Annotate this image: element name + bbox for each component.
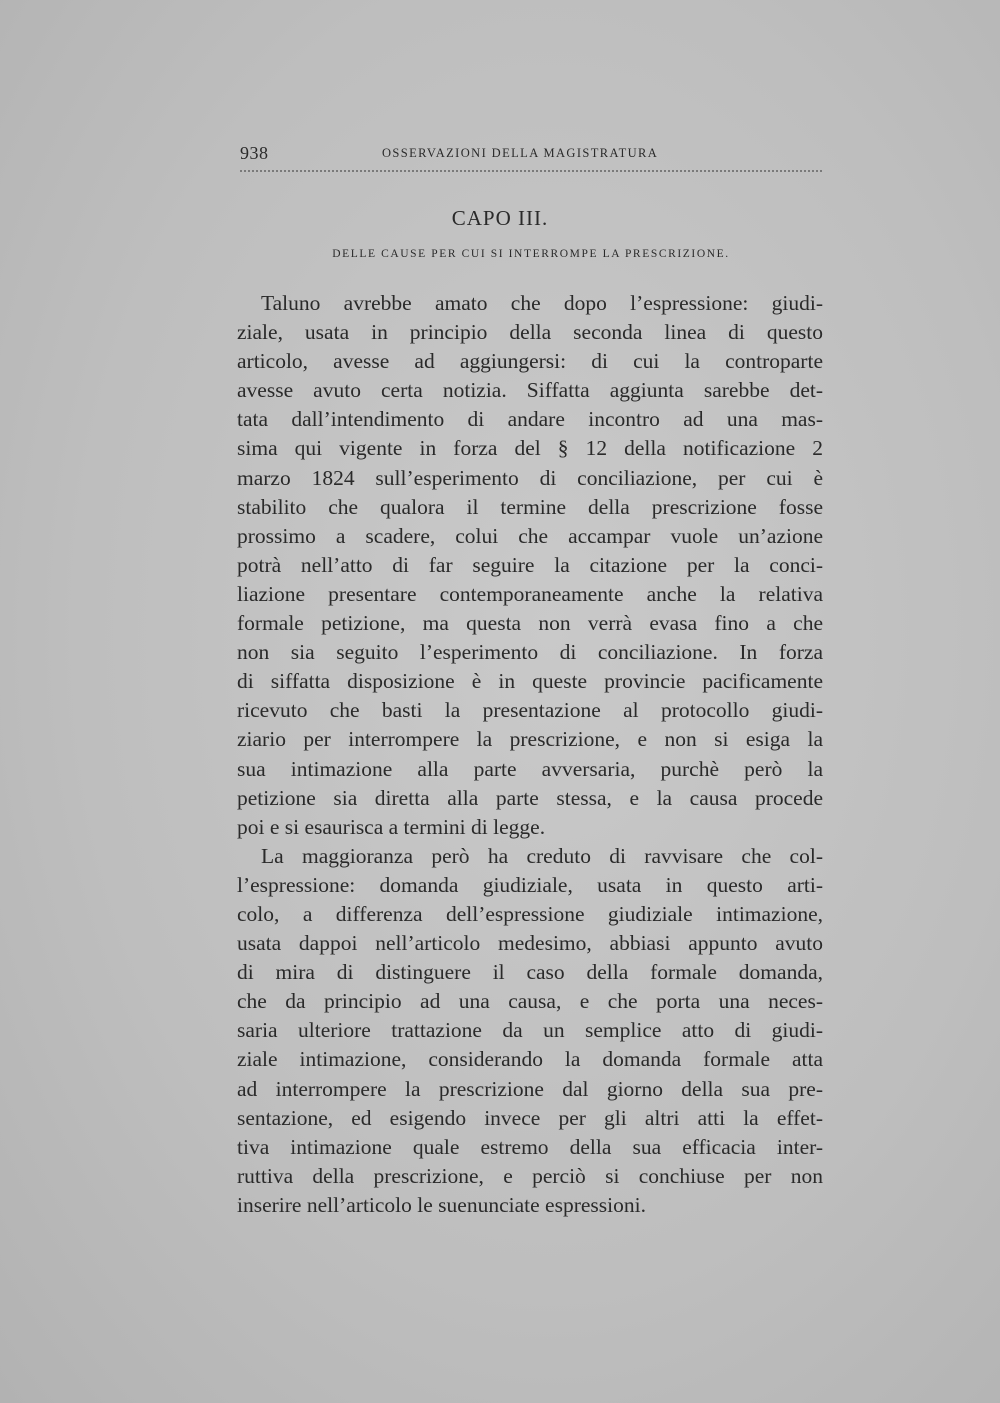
text-line: non sia seguito l’esperimento di conciliazione. In forza	[237, 640, 823, 665]
text-line: Taluno avrebbe amato che dopo l’espressione: giudi-	[261, 291, 823, 315]
text-line: sua intimazione alla parte avversaria, purchè però la	[237, 756, 823, 781]
text-line: petizione sia diretta alla parte stessa, e la causa procede	[237, 785, 823, 810]
text-line: stabilito che qualora il termine della prescrizione fosse	[237, 494, 823, 519]
text-line: ad interrompere la prescrizione dal giorno della sua pre-	[237, 1076, 823, 1101]
text-line: La maggioranza però ha creduto di ravvisare che col-	[261, 843, 823, 868]
text-line: articolo, avesse ad aggiungersi: di cui la controparte	[237, 349, 823, 374]
running-title: OSSERVAZIONI DELLA MAGISTRATURA	[382, 146, 659, 160]
text-line: colo, a differenza dell’espressione giudiziale intimazione,	[237, 901, 823, 926]
text-line: tiva intimazione quale estremo della sua efficacia inter-	[237, 1134, 823, 1159]
chapter-subtitle: DELLE CAUSE PER CUI SI INTERROMPE LA PRESCRIZIONE.	[332, 248, 730, 260]
text-line: poi e si esaurisca a termini di legge.	[237, 814, 546, 839]
text-line: ruttiva della prescrizione, e perciò si conchiuse per non	[237, 1163, 823, 1188]
body-text	[237, 289, 823, 1220]
text-line: liazione presentare contemporaneamente anche la relativa	[237, 581, 823, 606]
text-line: ricevuto che basti la presentazione al protocollo giudi-	[237, 698, 823, 723]
chapter-title: CAPO III.	[451, 206, 549, 230]
text-line: potrà nell’atto di far seguire la citazione per la conci-	[237, 552, 823, 577]
text-line: marzo 1824 sull’esperimento di conciliazione, per cui è	[237, 465, 823, 490]
text-line: avesse avuto certa notizia. Siffatta aggiunta sarebbe det-	[237, 378, 823, 403]
text-line: inserire nell’articolo le suenunciate espressioni.	[237, 1192, 646, 1217]
text-line: formale petizione, ma questa non verrà evasa fino a che	[237, 611, 823, 636]
text-line: sima qui vigente in forza del § 12 della notificazione 2	[237, 436, 823, 461]
text-line: ziale intimazione, considerando la domanda formale atta	[237, 1047, 823, 1072]
text-line: ziario per interrompere la prescrizione, e non si esiga la	[237, 727, 823, 752]
text-line: ziale, usata in principio della seconda linea di questo	[237, 320, 823, 345]
page-number: 938	[240, 143, 269, 163]
text-line: saria ulteriore trattazione da un semplice atto di giudi-	[237, 1018, 823, 1043]
text-line: che da principio ad una causa, e che porta una neces-	[237, 989, 823, 1014]
text-line: prossimo a scadere, colui che accampar vuole un’azione	[237, 523, 823, 548]
text-line: tata dall’intendimento di andare incontro ad una mas-	[237, 407, 823, 432]
text-line: l’espressione: domanda giudiziale, usata in questo arti-	[237, 872, 823, 897]
text-line: di mira di distinguere il caso della formale domanda,	[237, 960, 823, 985]
text-line: sentazione, ed esigendo invece per gli altri atti la effet-	[237, 1105, 823, 1130]
running-head	[240, 140, 822, 172]
text-line: usata dappoi nell’articolo medesimo, abbiasi appunto avuto	[237, 931, 823, 956]
text-line: di siffatta disposizione è in queste provincie pacificamente	[237, 669, 823, 694]
